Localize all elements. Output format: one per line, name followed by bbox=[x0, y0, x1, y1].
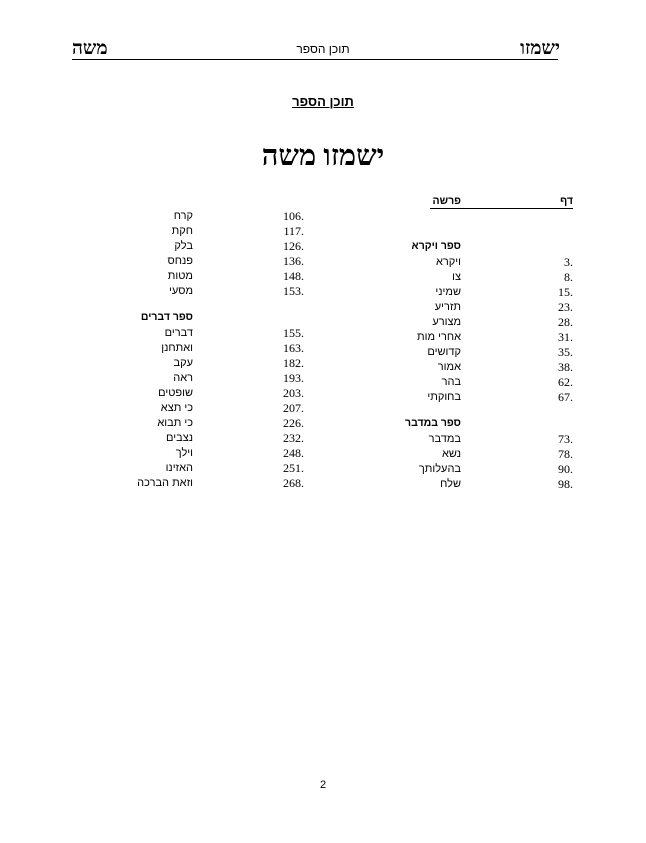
entry-parsha: אמור bbox=[437, 361, 461, 373]
entry-parsha: האזינו bbox=[165, 462, 193, 474]
toc-entry bbox=[403, 375, 573, 390]
entry-page: 38. bbox=[558, 360, 573, 374]
entry-parsha: שלח bbox=[440, 478, 461, 490]
toc-entry bbox=[403, 300, 573, 315]
entry-parsha: בהעלותך bbox=[418, 463, 461, 475]
toc-heading: תוכן הספר bbox=[292, 94, 354, 109]
entry-parsha: שופטים bbox=[158, 387, 193, 399]
entry-page: 232. bbox=[283, 431, 304, 445]
toc-entry bbox=[403, 360, 573, 375]
toc-entry bbox=[403, 315, 573, 330]
entry-parsha: בלק bbox=[174, 240, 193, 252]
entry-parsha: בהר bbox=[441, 376, 461, 388]
header-title-left: משה bbox=[72, 38, 108, 59]
toc-entry bbox=[134, 269, 304, 284]
entry-page: 268. bbox=[283, 476, 304, 490]
entry-parsha: מצורע bbox=[432, 316, 461, 328]
entry-page: 251. bbox=[283, 461, 304, 475]
column-header-parsha: פרשה bbox=[432, 195, 461, 207]
entry-page: 73. bbox=[558, 432, 573, 446]
toc-entry bbox=[403, 345, 573, 360]
entry-page: 90. bbox=[558, 462, 573, 476]
toc-entry bbox=[403, 447, 573, 462]
section-heading: ספר ויקרא bbox=[411, 240, 461, 252]
toc-entry bbox=[403, 477, 573, 492]
toc-entry bbox=[134, 401, 304, 416]
entry-page: 28. bbox=[558, 315, 573, 329]
entry-parsha: צו bbox=[452, 271, 461, 283]
entry-page: 126. bbox=[283, 239, 304, 253]
entry-parsha: ואתחנן bbox=[161, 342, 193, 354]
toc-entry bbox=[134, 239, 304, 254]
entry-parsha: שמיני bbox=[435, 286, 461, 298]
toc-entry bbox=[403, 285, 573, 300]
entry-page: 248. bbox=[283, 446, 304, 460]
entry-page: 31. bbox=[558, 330, 573, 344]
entry-parsha: קרח bbox=[173, 210, 193, 222]
entry-parsha: וילך bbox=[175, 447, 193, 459]
header-divider bbox=[72, 59, 558, 60]
toc-entry bbox=[134, 476, 304, 491]
entry-page: 8. bbox=[564, 270, 573, 284]
entry-page: 98. bbox=[558, 477, 573, 491]
toc-entry bbox=[134, 224, 304, 239]
header-center: תוכן הספר bbox=[296, 42, 350, 56]
entry-parsha: במדבר bbox=[428, 433, 461, 445]
column-header-page: דף bbox=[560, 195, 573, 207]
entry-page: 15. bbox=[558, 285, 573, 299]
section-heading: ספר במדבר bbox=[405, 417, 461, 429]
toc-entry bbox=[134, 446, 304, 461]
toc-entry bbox=[403, 462, 573, 477]
entry-parsha: קדושים bbox=[427, 346, 461, 358]
entry-page: 23. bbox=[558, 300, 573, 314]
toc-entry bbox=[134, 431, 304, 446]
entry-parsha: מטות bbox=[167, 270, 193, 282]
toc-entry bbox=[403, 330, 573, 345]
entry-page: 117. bbox=[283, 224, 304, 238]
toc-entry bbox=[134, 284, 304, 299]
entry-page: 153. bbox=[283, 284, 304, 298]
toc-entry bbox=[403, 432, 573, 447]
entry-page: 106. bbox=[283, 209, 304, 223]
entry-page: 3. bbox=[564, 255, 573, 269]
book-title: ישמזו משה bbox=[261, 140, 385, 172]
entry-page: 78. bbox=[558, 447, 573, 461]
toc-entry bbox=[134, 371, 304, 386]
entry-parsha: בחוקתי bbox=[427, 391, 461, 403]
entry-page: 182. bbox=[283, 356, 304, 370]
entry-page: 155. bbox=[283, 326, 304, 340]
entry-page: 62. bbox=[558, 375, 573, 389]
toc-entry bbox=[134, 326, 304, 341]
entry-parsha: חקת bbox=[171, 225, 193, 237]
entry-parsha: תזריע bbox=[434, 301, 461, 313]
toc-entry bbox=[134, 461, 304, 476]
entry-page: 226. bbox=[283, 416, 304, 430]
toc-entry bbox=[134, 386, 304, 401]
entry-page: 207. bbox=[283, 401, 304, 415]
page-number: 2 bbox=[319, 779, 327, 791]
entry-page: 163. bbox=[283, 341, 304, 355]
entry-parsha: דברים bbox=[164, 327, 193, 339]
toc-entry bbox=[403, 255, 573, 270]
toc-entry bbox=[134, 254, 304, 269]
entry-page: 203. bbox=[283, 386, 304, 400]
entry-parsha: ויקרא bbox=[436, 256, 461, 268]
entry-parsha: כי תבוא bbox=[157, 417, 193, 429]
entry-parsha: נצבים bbox=[166, 432, 193, 444]
entry-page: 136. bbox=[283, 254, 304, 268]
entry-parsha: פנחס bbox=[167, 255, 193, 267]
toc-entry bbox=[403, 390, 573, 405]
entry-parsha: ראה bbox=[173, 372, 193, 384]
section-heading: ספר דברים bbox=[140, 311, 193, 323]
entry-parsha: אחרי מות bbox=[417, 331, 461, 343]
column-header bbox=[430, 195, 573, 209]
entry-parsha: מסעי bbox=[168, 285, 193, 297]
header-title-right: ישמזו bbox=[520, 38, 560, 59]
entry-parsha: כי תצא bbox=[160, 402, 193, 414]
entry-parsha: עקב bbox=[173, 357, 193, 369]
toc-entry bbox=[134, 209, 304, 224]
entry-page: 193. bbox=[283, 371, 304, 385]
entry-page: 35. bbox=[558, 345, 573, 359]
toc-entry bbox=[134, 356, 304, 371]
entry-page: 67. bbox=[558, 390, 573, 404]
entry-page: 148. bbox=[283, 269, 304, 283]
toc-entry bbox=[134, 416, 304, 431]
toc-entry bbox=[403, 270, 573, 285]
entry-parsha: וזאת הברכה bbox=[137, 477, 193, 489]
toc-entry bbox=[134, 341, 304, 356]
entry-parsha: נשא bbox=[442, 448, 461, 460]
